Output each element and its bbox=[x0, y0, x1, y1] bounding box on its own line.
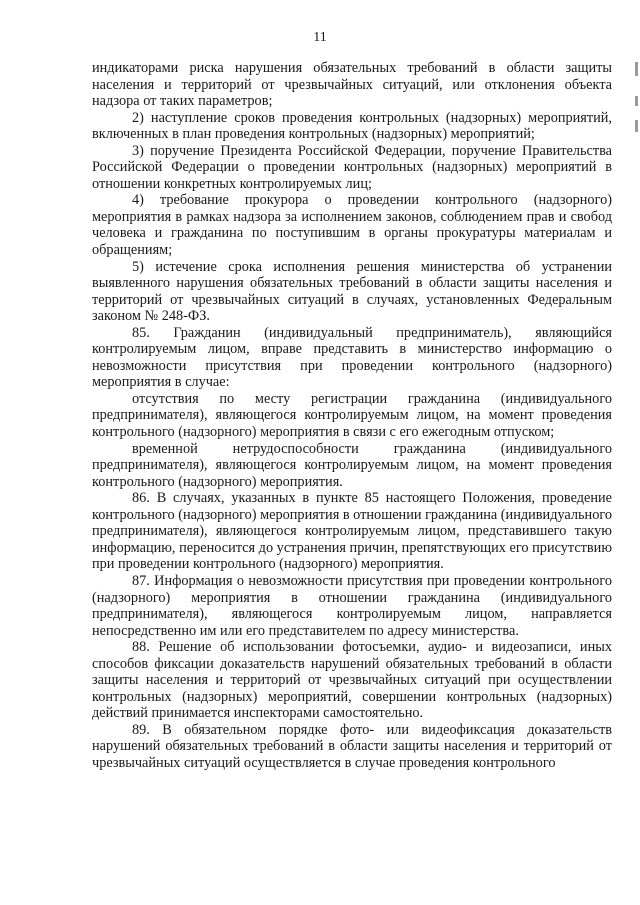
scan-edge-mark bbox=[635, 62, 638, 76]
page-number: 11 bbox=[313, 30, 327, 45]
paragraph-86: 86. В случаях, указанных в пункте 85 настоящего Положения, проведение контрольного (надзорного) мероприятия в отношении гражданина (индивидуального предпринимателя), являющегося контролируемым лицом, представившего такую информацию, переносится до устранения причин, препятствующих его присутствию при проведении контрольного (надзорного) мероприятия. bbox=[92, 490, 613, 573]
paragraph-87: 87. Информация о невозможности присутствия при проведении контрольного (надзорного) мероприятия в отношении гражданина (индивидуального предпринимателя), являющегося контролируемым лицом, направляется непосредственно им или его представителем по адресу министерства. bbox=[92, 572, 612, 639]
paragraph-89: 89. В обязательном порядке фото- или видеофиксация доказательств нарушений обязательных требований в области защиты населения и территорий от чрезвычайных ситуаций осуществляется в случае проведения контрольного bbox=[92, 721, 612, 771]
paragraph-item-5: 5) истечение срока исполнения решения министерства об устранении выявленного нарушения обязательных требований в области защиты населения и территорий от чрезвычайных ситуаций в случаях, установленных Федеральным законом № 248-ФЗ. bbox=[92, 258, 612, 325]
paragraph-85-case-disability: временной нетрудоспособности гражданина (индивидуального предпринимателя), являющегося контролируемым лицом, на момент проведения контрольного (надзорного) мероприятия. bbox=[92, 440, 612, 490]
paragraph-88: 88. Решение об использовании фотосъемки, аудио- и видеозаписи, иных способов фиксации доказательств нарушений обязательных требований в области защиты населения и территорий от чрезвычайных ситуаций при осуществлении контрольных (надзорных) мероприятий, совершении контрольных (надзорных) действий принимается инспекторами самостоятельно. bbox=[92, 639, 612, 722]
paragraph-continuation: индикаторами риска нарушения обязательных требований в области защиты населения и территорий от чрезвычайных ситуаций, или отклонения объекта надзора от таких параметров; bbox=[92, 60, 612, 110]
paragraph-85: 85. Гражданин (индивидуальный предприниматель), являющийся контролируемым лицом, вправе представить в министерство информацию о невозможности присутствия при проведении контрольного (надзорного) мероприятия в случае: bbox=[92, 324, 612, 391]
scan-edge-mark bbox=[635, 120, 638, 132]
scan-edge-mark bbox=[635, 96, 638, 106]
paragraph-item-3: 3) поручение Президента Российской Федерации, поручение Правительства Российской Федерации о проведении контрольных (надзорных) мероприятий в отношении конкретных контролируемых лиц; bbox=[92, 142, 612, 192]
paragraph-85-case-absence: отсутствия по месту регистрации гражданина (индивидуального предпринимателя), являющегося контролируемым лицом, на момент проведения контрольного (надзорного) мероприятия в связи с его ежегодным отпуском; bbox=[92, 390, 612, 441]
document-body bbox=[92, 60, 612, 772]
paragraph-item-4: 4) требование прокурора о проведении контрольного (надзорного) мероприятия в рамках надзора за исполнением законов, соблюдением прав и свобод человека и гражданина по поступившим в органы прокуратуры материалам и обращениям; bbox=[92, 192, 612, 259]
paragraph-item-2: 2) наступление сроков проведения контрольных (надзорных) мероприятий, включенных в план проведения контрольных (надзорных) мероприятий; bbox=[92, 109, 612, 143]
